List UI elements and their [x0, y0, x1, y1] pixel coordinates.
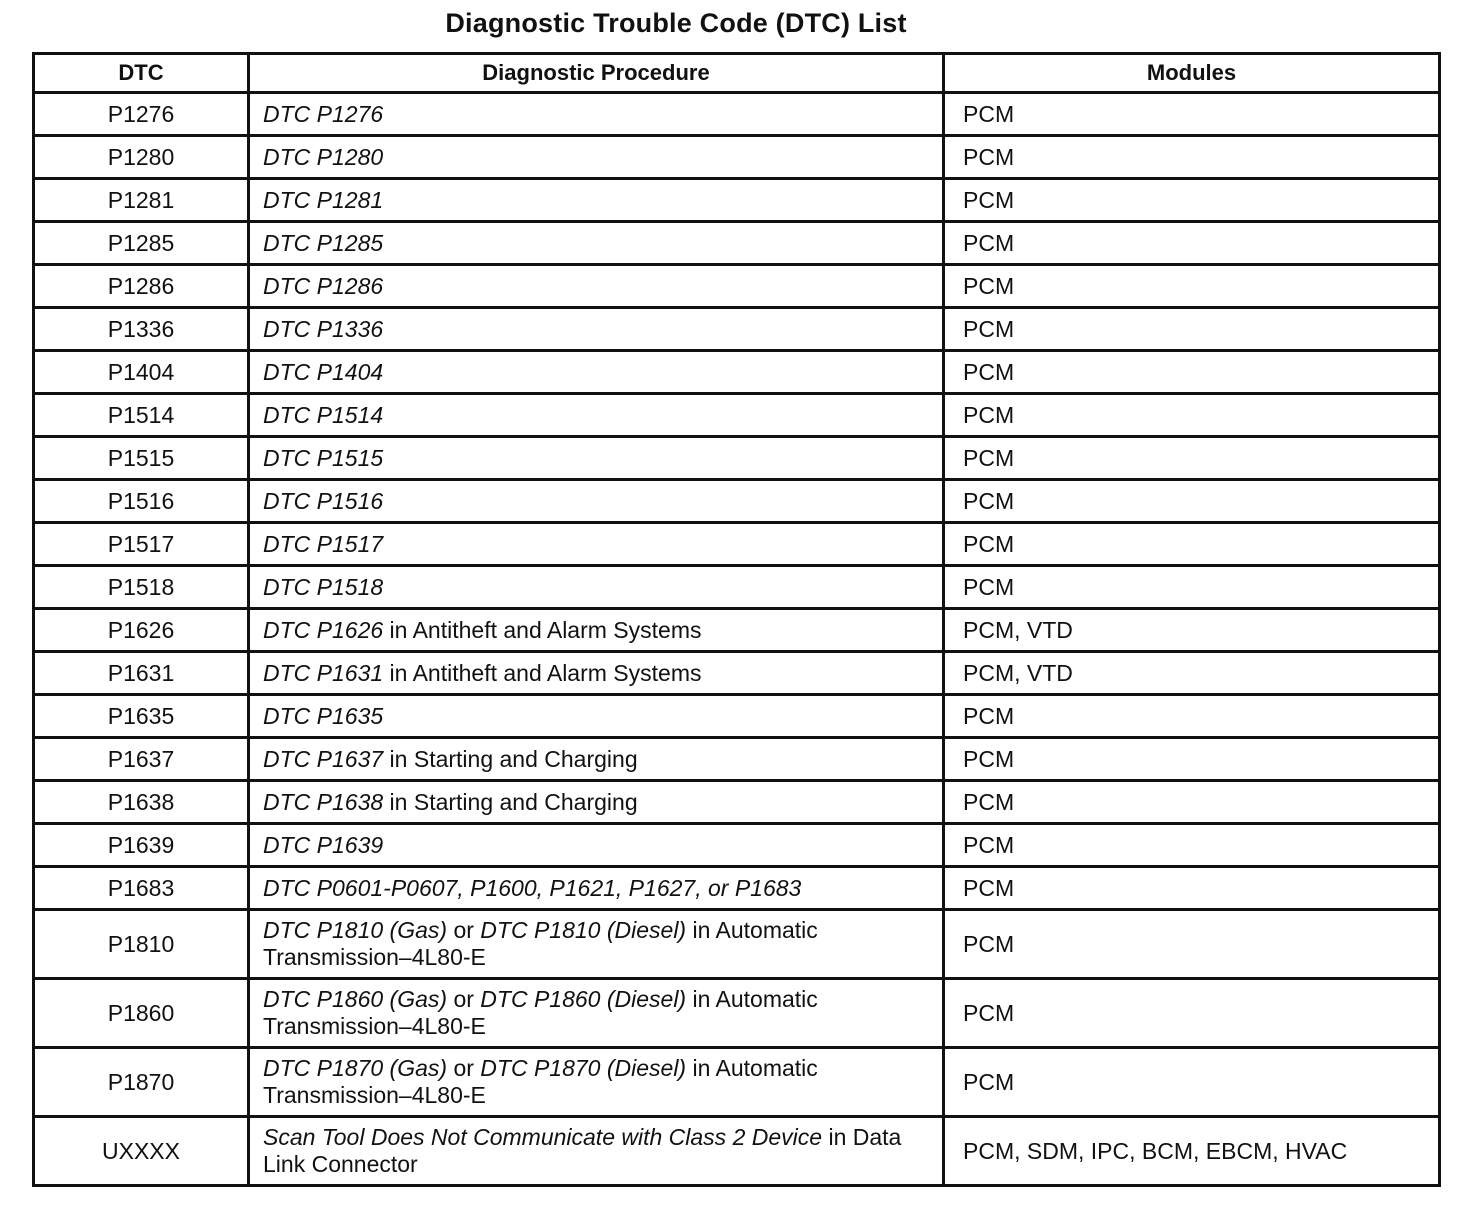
diagnostic-procedure-cell — [249, 136, 944, 179]
modules-cell: PCM — [944, 867, 1440, 910]
diagnostic-procedure-cell — [249, 566, 944, 609]
modules-cell: PCM — [944, 695, 1440, 738]
procedure-link-text: DTC P1626 — [263, 616, 384, 643]
procedure-link-text: DTC P1870 (Gas) — [263, 1055, 448, 1081]
table-row — [34, 979, 1440, 1048]
diagnostic-procedure-cell — [249, 738, 944, 781]
procedure-link-text: DTC P1810 (Gas) — [263, 917, 448, 943]
table-row — [34, 1117, 1440, 1186]
table-row — [34, 351, 1440, 394]
procedure-link-text: DTC P1514 — [263, 401, 384, 428]
procedure-link-text: DTC P1336 — [263, 315, 384, 342]
diagnostic-procedure-cell — [249, 437, 944, 480]
procedure-link-text-alt: DTC P1810 (Diesel) — [480, 917, 687, 943]
diagnostic-procedure-cell — [249, 480, 944, 523]
dtc-code-cell: P1280 — [34, 136, 249, 179]
diagnostic-procedure-cell — [249, 781, 944, 824]
dtc-code-cell: P1281 — [34, 179, 249, 222]
modules-cell: PCM — [944, 480, 1440, 523]
diagnostic-procedure-cell — [249, 824, 944, 867]
procedure-link-text: DTC P1276 — [263, 100, 384, 127]
header-dtc: DTC — [34, 54, 249, 93]
modules-cell: PCM — [944, 308, 1440, 351]
dtc-code-cell: UXXXX — [34, 1117, 249, 1186]
procedure-conjunction: or — [447, 1055, 481, 1081]
modules-cell: PCM — [944, 824, 1440, 867]
dtc-code-cell: P1638 — [34, 781, 249, 824]
procedure-section-text: in Automatic Transmission–4L80-E — [263, 986, 818, 1039]
diagnostic-procedure-cell — [249, 308, 944, 351]
dtc-code-cell: P1404 — [34, 351, 249, 394]
modules-cell: PCM — [944, 910, 1440, 979]
dtc-table — [32, 52, 1441, 1187]
modules-cell: PCM — [944, 136, 1440, 179]
dtc-code-cell: P1810 — [34, 910, 249, 979]
procedure-section-text: in Antitheft and Alarm Systems — [383, 659, 702, 686]
diagnostic-procedure-cell — [249, 222, 944, 265]
table-row — [34, 136, 1440, 179]
dtc-code-cell: P1285 — [34, 222, 249, 265]
table-row — [34, 609, 1440, 652]
diagnostic-procedure-cell — [249, 351, 944, 394]
modules-cell: PCM, VTD — [944, 652, 1440, 695]
procedure-link-text: DTC P1638 — [263, 788, 384, 815]
dtc-code-cell: P1631 — [34, 652, 249, 695]
modules-cell: PCM, VTD — [944, 609, 1440, 652]
dtc-code-cell: P1276 — [34, 93, 249, 136]
modules-cell: PCM — [944, 781, 1440, 824]
modules-cell: PCM — [944, 437, 1440, 480]
dtc-code-cell: P1514 — [34, 394, 249, 437]
diagnostic-procedure-cell — [249, 910, 944, 979]
modules-cell: PCM — [944, 523, 1440, 566]
table-row — [34, 1048, 1440, 1117]
dtc-code-cell: P1637 — [34, 738, 249, 781]
table-row — [34, 222, 1440, 265]
dtc-code-cell: P1286 — [34, 265, 249, 308]
dtc-code-cell: P1683 — [34, 867, 249, 910]
procedure-link-text: DTC P1286 — [263, 272, 384, 299]
diagnostic-procedure-cell — [249, 523, 944, 566]
dtc-code-cell: P1517 — [34, 523, 249, 566]
diagnostic-procedure-cell — [249, 93, 944, 136]
procedure-link-text: Scan Tool Does Not Communicate with Class 2 Device — [263, 1124, 823, 1150]
diagnostic-procedure-cell — [249, 867, 944, 910]
dtc-code-cell: P1518 — [34, 566, 249, 609]
procedure-link-text-alt: DTC P1860 (Diesel) — [480, 986, 687, 1012]
diagnostic-procedure-cell — [249, 179, 944, 222]
dtc-code-cell: P1860 — [34, 979, 249, 1048]
dtc-code-cell: P1336 — [34, 308, 249, 351]
dtc-code-cell: P1870 — [34, 1048, 249, 1117]
procedure-link-text: DTC P1516 — [263, 487, 384, 514]
diagnostic-procedure-cell — [249, 609, 944, 652]
procedure-section-text: in Starting and Charging — [383, 745, 638, 772]
procedure-link-text: DTC P1280 — [263, 143, 384, 170]
table-row — [34, 93, 1440, 136]
procedure-section-text: in Antitheft and Alarm Systems — [383, 616, 702, 643]
table-row — [34, 179, 1440, 222]
modules-cell: PCM — [944, 222, 1440, 265]
table-row — [34, 480, 1440, 523]
procedure-link-text: DTC P1635 — [263, 702, 384, 729]
modules-cell: PCM — [944, 566, 1440, 609]
modules-cell: PCM — [944, 179, 1440, 222]
header-procedure: Diagnostic Procedure — [249, 54, 944, 93]
procedure-link-text: DTC P1517 — [263, 530, 384, 557]
page-title: Diagnostic Trouble Code (DTC) List — [445, 8, 907, 38]
procedure-link-text: DTC P1515 — [263, 444, 384, 471]
dtc-code-cell: P1639 — [34, 824, 249, 867]
modules-cell: PCM — [944, 738, 1440, 781]
procedure-conjunction: or — [447, 917, 481, 943]
procedure-link-text-alt: DTC P1870 (Diesel) — [480, 1055, 687, 1081]
procedure-link-text: DTC P1285 — [263, 229, 384, 256]
procedure-section-text: in Starting and Charging — [383, 788, 638, 815]
procedure-link-text: DTC P1631 — [263, 659, 384, 686]
procedure-section-text: in Automatic Transmission–4L80-E — [263, 1055, 818, 1108]
modules-cell: PCM — [944, 1048, 1440, 1117]
diagnostic-procedure-cell — [249, 265, 944, 308]
modules-cell: PCM — [944, 351, 1440, 394]
diagnostic-procedure-cell — [249, 652, 944, 695]
table-row — [34, 824, 1440, 867]
procedure-link-text: DTC P1404 — [263, 358, 384, 385]
table-row — [34, 308, 1440, 351]
table-row — [34, 394, 1440, 437]
modules-cell: PCM — [944, 394, 1440, 437]
procedure-section-text: in Automatic Transmission–4L80-E — [263, 917, 818, 970]
modules-cell: PCM — [944, 93, 1440, 136]
table-row — [34, 738, 1440, 781]
diagnostic-procedure-cell — [249, 394, 944, 437]
modules-cell: PCM — [944, 265, 1440, 308]
diagnostic-procedure-cell — [249, 979, 944, 1048]
modules-cell: PCM — [944, 979, 1440, 1048]
diagnostic-procedure-cell — [249, 695, 944, 738]
procedure-link-text: DTC P1860 (Gas) — [263, 986, 448, 1012]
table-row — [34, 652, 1440, 695]
table-row — [34, 910, 1440, 979]
header-modules: Modules — [944, 54, 1440, 93]
procedure-link-text: DTC P1281 — [263, 186, 384, 213]
dtc-code-cell: P1515 — [34, 437, 249, 480]
procedure-section-text: in Data Link Connector — [263, 1124, 902, 1177]
dtc-code-cell: P1516 — [34, 480, 249, 523]
procedure-link-text: DTC P1639 — [263, 831, 384, 858]
procedure-conjunction: or — [447, 986, 481, 1012]
table-row — [34, 265, 1440, 308]
table-row — [34, 437, 1440, 480]
modules-cell: PCM, SDM, IPC, BCM, EBCM, HVAC — [944, 1117, 1440, 1186]
dtc-code-cell: P1626 — [34, 609, 249, 652]
table-row — [34, 523, 1440, 566]
procedure-link-text: DTC P1637 — [263, 745, 384, 772]
procedure-link-text: DTC P0601-P0607, P1600, P1621, P1627, or P1683 — [263, 874, 802, 901]
diagnostic-procedure-cell — [249, 1048, 944, 1117]
table-row — [34, 867, 1440, 910]
table-row — [34, 781, 1440, 824]
dtc-code-cell: P1635 — [34, 695, 249, 738]
diagnostic-procedure-cell — [249, 1117, 944, 1186]
table-row — [34, 566, 1440, 609]
table-header-row — [34, 54, 1440, 93]
table-row — [34, 695, 1440, 738]
procedure-link-text: DTC P1518 — [263, 573, 384, 600]
